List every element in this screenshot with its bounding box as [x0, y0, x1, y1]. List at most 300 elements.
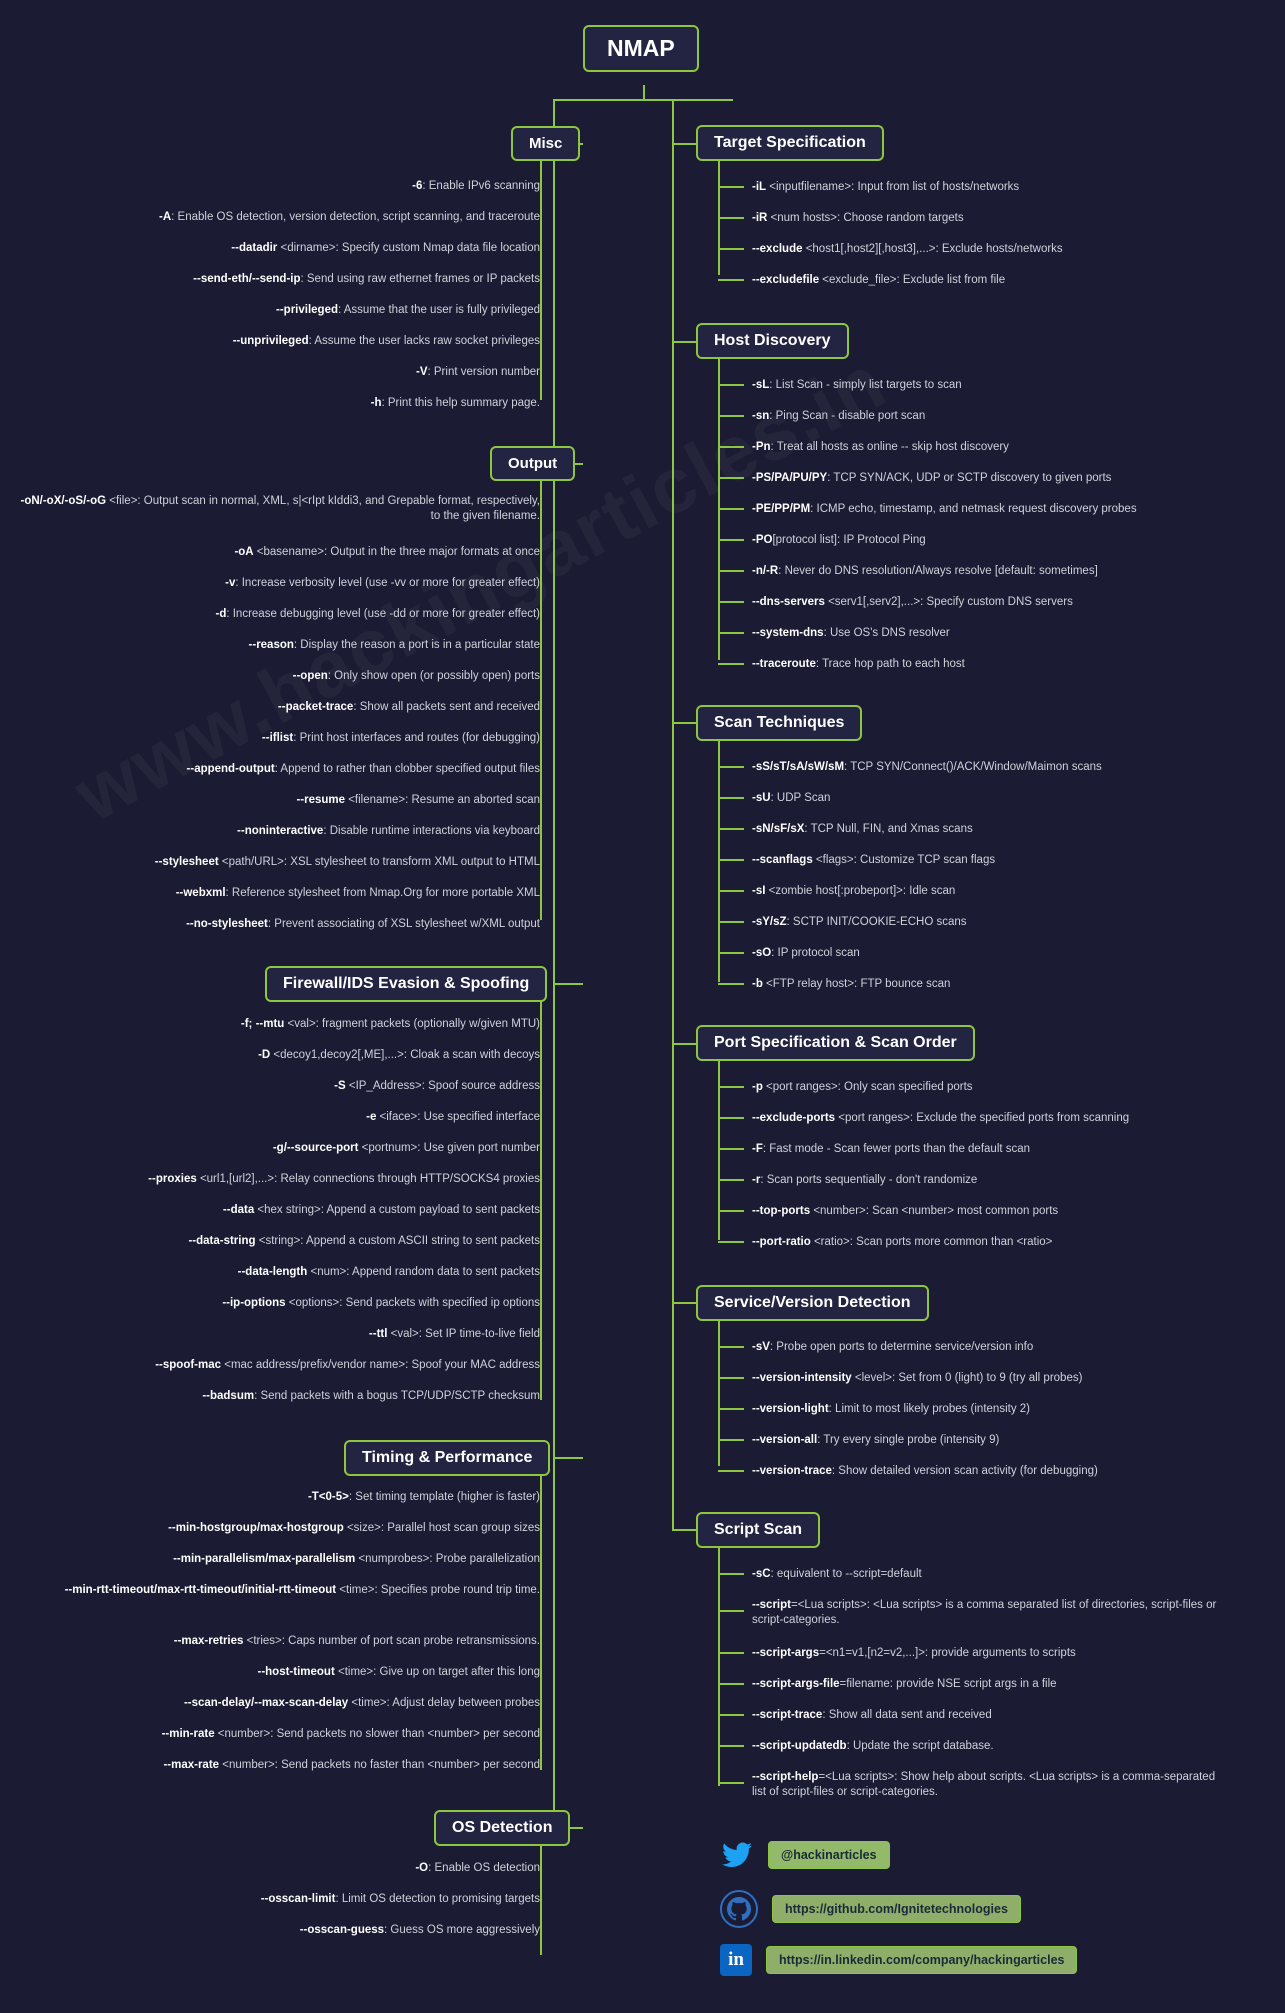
list-item	[752, 791, 830, 806]
list-item	[10, 1172, 540, 1187]
list-item	[752, 1708, 992, 1723]
description: : Limit OS detection to promising targets	[335, 1893, 540, 1905]
option: --version-all	[752, 1434, 818, 1446]
list-item	[752, 822, 973, 837]
connector	[540, 1845, 542, 1955]
description: : Never do DNS resolution/Always resolve [default: sometimes]	[778, 565, 1098, 577]
option: --proxies	[148, 1173, 197, 1185]
description: <time>: Adjust delay between probes	[348, 1697, 540, 1709]
description: : Append to rather than clobber specified output files	[274, 763, 540, 775]
list-item	[10, 762, 540, 777]
node-os-detection-label: OS Detection	[452, 1819, 553, 1836]
connector	[672, 99, 674, 1529]
connector	[718, 1148, 744, 1150]
description: : Enable OS detection, version detection, script scanning, and traceroute	[171, 211, 540, 223]
option: --script-help	[752, 1771, 819, 1783]
option: --traceroute	[752, 658, 816, 670]
connector	[540, 160, 542, 400]
option: --script-args	[752, 1647, 820, 1659]
description: : Ping Scan - disable port scan	[769, 410, 926, 422]
list-item	[10, 700, 540, 715]
description: : Increase debugging level (use -dd or more for greater effect)	[226, 608, 540, 620]
list-item	[752, 502, 1137, 517]
list-item	[752, 1739, 994, 1754]
description: : Show all packets sent and received	[353, 701, 540, 713]
list-item	[10, 731, 540, 746]
list-item	[752, 211, 964, 226]
description: <portnum>: Use given port number	[358, 1142, 540, 1154]
option: --version-trace	[752, 1465, 832, 1477]
list-item	[752, 595, 1073, 610]
list-item	[10, 494, 540, 525]
option: -sN/sF/sX	[752, 823, 805, 835]
connector	[718, 952, 744, 954]
option: -sC	[752, 1568, 771, 1580]
option: --osscan-limit	[260, 1893, 336, 1905]
description: : Prevent associating of XSL stylesheet w/XML output	[267, 918, 540, 930]
description: : Print host interfaces and routes (for debugging)	[293, 732, 540, 744]
description: <port ranges>: Exclude the specified ports from scanning	[835, 1112, 1130, 1124]
description: : Update the script database.	[846, 1740, 994, 1752]
description: <flags>: Customize TCP scan flags	[812, 854, 996, 866]
option: --max-rate	[163, 1759, 220, 1771]
option: -sS/sT/sA/sW/sM	[752, 761, 845, 773]
connector	[718, 1652, 744, 1654]
connector	[718, 1782, 744, 1784]
list-item	[10, 1141, 540, 1156]
connector	[672, 1302, 696, 1304]
option: -d	[215, 608, 227, 620]
connector	[718, 415, 744, 417]
description: : equivalent to --script=default	[770, 1568, 922, 1580]
connector	[718, 663, 744, 665]
description: : Use OS's DNS resolver	[823, 627, 950, 639]
option: -sn	[752, 410, 770, 422]
option: --resume	[296, 794, 346, 806]
list-item	[752, 1402, 1030, 1417]
option: --data	[222, 1204, 255, 1216]
connector	[718, 508, 744, 510]
list-item	[752, 1433, 999, 1448]
option: -e	[366, 1111, 377, 1123]
description: =<Lua scripts>: <Lua scripts> is a comma separated list of directories, script-files or script-categories.	[752, 1599, 1217, 1627]
connector	[718, 446, 744, 448]
connector	[718, 601, 744, 603]
connector	[718, 1683, 744, 1685]
list-item	[10, 179, 540, 194]
root-label: NMAP	[607, 35, 675, 61]
description: : Send packets with a bogus TCP/UDP/SCTP checksum	[254, 1390, 540, 1402]
list-item	[10, 1521, 540, 1536]
description: : Enable IPv6 scanning	[422, 180, 540, 192]
node-port-spec[interactable]	[696, 1025, 975, 1061]
connector	[718, 570, 744, 572]
list-item	[752, 242, 1063, 257]
social-twitter[interactable]	[720, 1838, 890, 1872]
description: <hex string>: Append a custom payload to sent packets	[254, 1204, 540, 1216]
description: <number>: Send packets no faster than <number> per second	[219, 1759, 540, 1771]
description: : SCTP INIT/COOKIE-ECHO scans	[786, 916, 967, 928]
list-item	[10, 334, 540, 349]
node-host-discovery[interactable]	[696, 323, 849, 359]
connector	[672, 1043, 696, 1045]
option: --top-ports	[752, 1205, 811, 1217]
description: <num>: Append random data to sent packets	[307, 1266, 540, 1278]
list-item	[752, 1598, 1232, 1629]
description: <ratio>: Scan ports more common than <ratio>	[810, 1236, 1053, 1248]
connector	[672, 1529, 696, 1531]
connector	[718, 1086, 744, 1088]
option: --send-eth/--send-ip	[193, 273, 301, 285]
connector	[718, 921, 744, 923]
option: --packet-trace	[277, 701, 354, 713]
root-node-nmap[interactable]	[583, 25, 699, 72]
description: =filename: provide NSE script args in a file	[839, 1678, 1057, 1690]
node-scan-techniques[interactable]	[696, 705, 862, 741]
connector	[718, 1377, 744, 1379]
twitter-handle[interactable]: @hackinarticles	[768, 1841, 890, 1869]
description: <mac address/prefix/vendor name>: Spoof your MAC address	[221, 1359, 540, 1371]
option: --unprivileged	[232, 335, 309, 347]
option: -b	[752, 978, 763, 990]
node-target-spec-label: Target Specification	[714, 134, 866, 151]
twitter-icon	[720, 1838, 754, 1872]
connector	[718, 1745, 744, 1747]
node-misc-label: Misc	[529, 135, 563, 152]
list-item	[10, 210, 540, 225]
connector	[672, 341, 696, 343]
connector	[718, 1241, 744, 1243]
github-url[interactable]: https://github.com/Ignitetechnologies	[772, 1895, 1021, 1923]
option: -sO	[752, 947, 772, 959]
option: --script	[752, 1599, 791, 1611]
list-item	[752, 1340, 1033, 1355]
list-item	[10, 396, 540, 411]
description: <number>: Scan <number> most common ports	[810, 1205, 1059, 1217]
list-item	[752, 471, 1111, 486]
option: -v	[225, 577, 236, 589]
option: -O	[415, 1862, 429, 1874]
list-item	[10, 1079, 540, 1094]
connector	[718, 248, 744, 250]
list-item	[752, 884, 955, 899]
description: <iface>: Use specified interface	[376, 1111, 540, 1123]
description: <zombie host[:probeport]>: Idle scan	[765, 885, 956, 897]
connector	[672, 722, 696, 724]
description: <host1[,host2][,host3],...>: Exclude hosts/networks	[802, 243, 1063, 255]
option: --min-rate	[161, 1728, 215, 1740]
list-item	[10, 1358, 540, 1373]
connector	[718, 1548, 720, 1786]
connector	[540, 1470, 542, 1770]
option: --excludefile	[752, 274, 820, 286]
list-item	[752, 1080, 973, 1095]
connector	[718, 766, 744, 768]
option: --open	[292, 670, 328, 682]
list-item	[10, 272, 540, 287]
option: -g/--source-port	[272, 1142, 359, 1154]
list-item	[10, 1234, 540, 1249]
list-item	[752, 853, 995, 868]
list-item	[10, 1389, 540, 1404]
option: --privileged	[276, 304, 338, 316]
connector	[540, 480, 542, 920]
list-item	[10, 1327, 540, 1342]
option: --version-light	[752, 1403, 829, 1415]
description: : Trace hop path to each host	[815, 658, 965, 670]
connector	[718, 1320, 720, 1466]
option: -S	[334, 1080, 346, 1092]
connector	[718, 890, 744, 892]
linkedin-url[interactable]: https://in.linkedin.com/company/hackingarticles	[766, 1946, 1077, 1974]
list-item	[752, 946, 860, 961]
description: <size>: Parallel host scan group sizes	[343, 1522, 540, 1534]
option: --script-updatedb	[752, 1740, 847, 1752]
description: : UDP Scan	[770, 792, 831, 804]
list-item	[752, 1235, 1052, 1250]
option: -PE/PP/PM	[752, 503, 811, 515]
option: --reason	[248, 639, 294, 651]
option: --exclude-ports	[752, 1112, 836, 1124]
social-linkedin[interactable]	[720, 1944, 1077, 1976]
option: --noninteractive	[237, 825, 324, 837]
description: : Increase verbosity level (use -vv or more for greater effect)	[235, 577, 540, 589]
connector	[718, 632, 744, 634]
list-item	[10, 241, 540, 256]
description: [protocol list]: IP Protocol Ping	[772, 534, 926, 546]
connector	[718, 279, 744, 281]
option: -PS/PA/PU/PY	[752, 472, 828, 484]
option: -T<0-5>	[307, 1491, 349, 1503]
description: <level>: Set from 0 (light) to 9 (try all probes)	[851, 1372, 1083, 1384]
option: --data-string	[188, 1235, 256, 1247]
node-service-detection-label: Service/Version Detection	[714, 1294, 911, 1311]
list-item	[10, 303, 540, 318]
option: --stylesheet	[154, 856, 219, 868]
description: <val>: fragment packets (optionally w/given MTU)	[284, 1018, 540, 1030]
option: --port-ratio	[752, 1236, 811, 1248]
description: : Treat all hosts as online -- skip host discovery	[770, 441, 1009, 453]
list-item	[10, 855, 540, 870]
option: --osscan-guess	[299, 1924, 385, 1936]
connector	[672, 143, 696, 145]
description: <url1,[url2],...>: Relay connections through HTTP/SOCKS4 proxies	[196, 1173, 540, 1185]
option: --datadir	[231, 242, 278, 254]
list-item	[10, 1048, 540, 1063]
connector	[540, 1000, 542, 1400]
option: -sY/sZ	[752, 916, 787, 928]
node-timing-label: Timing & Performance	[362, 1449, 533, 1466]
list-item	[752, 1770, 1232, 1801]
option: --data-length	[237, 1266, 308, 1278]
list-item	[10, 1583, 540, 1598]
description: : ICMP echo, timestamp, and netmask request discovery probes	[810, 503, 1137, 515]
node-service-detection[interactable]	[696, 1285, 929, 1321]
social-github[interactable]	[720, 1890, 1021, 1928]
option: -Pn	[752, 441, 771, 453]
description: <num hosts>: Choose random targets	[767, 212, 964, 224]
option: -sV	[752, 1341, 770, 1353]
list-item	[10, 1696, 540, 1711]
description: : Enable OS detection	[428, 1862, 540, 1874]
option: --dns-servers	[752, 596, 825, 608]
connector	[553, 99, 733, 101]
connector	[718, 1439, 744, 1441]
description: : TCP SYN/Connect()/ACK/Window/Maimon scans	[844, 761, 1102, 773]
list-item	[752, 1142, 1030, 1157]
option: --spoof-mac	[155, 1359, 222, 1371]
description: : TCP SYN/ACK, UDP or SCTP discovery to given ports	[827, 472, 1112, 484]
node-timing[interactable]	[344, 1440, 550, 1476]
list-item	[752, 273, 1005, 288]
option: --ttl	[368, 1328, 388, 1340]
option: --script-args-file	[752, 1678, 840, 1690]
connector	[718, 186, 744, 188]
node-script-scan-label: Script Scan	[714, 1521, 803, 1538]
connector	[718, 1714, 744, 1716]
option: -PO	[752, 534, 773, 546]
description: <dirname>: Specify custom Nmap data file location	[277, 242, 540, 254]
description: : Assume the user lacks raw socket privileges	[308, 335, 540, 347]
list-item	[10, 1727, 540, 1742]
node-firewall[interactable]	[265, 966, 547, 1002]
list-item	[752, 657, 965, 672]
option: --webxml	[175, 887, 226, 899]
list-item	[752, 1677, 1057, 1692]
node-output[interactable]	[490, 446, 575, 481]
description: : Set timing template (higher is faster)	[348, 1491, 540, 1503]
description: : Guess OS more aggressively	[384, 1924, 540, 1936]
node-scan-techniques-label: Scan Techniques	[714, 714, 845, 731]
option: -D	[258, 1049, 271, 1061]
list-item	[10, 1923, 540, 1938]
option: --badsum	[202, 1390, 255, 1402]
list-item	[752, 564, 1098, 579]
linkedin-icon: in	[720, 1944, 752, 1976]
description: : Limit to most likely probes (intensity 2)	[828, 1403, 1030, 1415]
list-item	[752, 1371, 1082, 1386]
connector	[718, 1210, 744, 1212]
node-output-label: Output	[508, 455, 558, 472]
description: : Send using raw ethernet frames or IP packets	[300, 273, 540, 285]
list-item	[752, 626, 950, 641]
list-item	[10, 638, 540, 653]
node-script-scan[interactable]	[696, 1512, 820, 1548]
list-item	[10, 607, 540, 622]
connector	[718, 859, 744, 861]
connector	[718, 983, 744, 985]
connector	[718, 217, 744, 219]
description: <time>: Give up on target after this long	[334, 1666, 540, 1678]
description: <inputfilename>: Input from list of hosts/networks	[766, 181, 1020, 193]
connector	[718, 539, 744, 541]
list-item	[752, 1204, 1058, 1219]
description: : Try every single probe (intensity 9)	[817, 1434, 1000, 1446]
option: -iR	[752, 212, 768, 224]
connector	[718, 1610, 744, 1612]
description: : List Scan - simply list targets to scan	[769, 379, 962, 391]
description: <exclude_file>: Exclude list from file	[819, 274, 1006, 286]
option: -r	[752, 1174, 761, 1186]
option: -V	[416, 366, 428, 378]
option: --max-retries	[173, 1635, 244, 1647]
description: : Only show open (or possibly open) ports	[327, 670, 540, 682]
list-item	[752, 409, 925, 424]
connector	[718, 1179, 744, 1181]
list-item	[10, 1110, 540, 1125]
option: --scan-delay/--max-scan-delay	[183, 1697, 349, 1709]
option: --version-intensity	[752, 1372, 852, 1384]
option: --exclude	[752, 243, 803, 255]
github-icon	[720, 1890, 758, 1928]
description: <options>: Send packets with specified ip options	[285, 1297, 540, 1309]
connector	[718, 797, 744, 799]
option: --no-stylesheet	[186, 918, 268, 930]
list-item	[752, 1464, 1098, 1479]
description: : TCP Null, FIN, and Xmas scans	[804, 823, 973, 835]
description: <basename>: Output in the three major formats at once	[253, 546, 540, 558]
description: <time>: Specifies probe round trip time.	[336, 1584, 540, 1596]
description: <port ranges>: Only scan specified ports	[762, 1081, 973, 1093]
connector	[553, 983, 583, 985]
connector	[718, 828, 744, 830]
list-item	[10, 669, 540, 684]
option: --min-hostgroup/max-hostgroup	[168, 1522, 344, 1534]
description: <serv1[,serv2],...>: Specify custom DNS servers	[824, 596, 1073, 608]
option: -F	[752, 1143, 763, 1155]
description: <number>: Send packets no slower than <number> per second	[214, 1728, 540, 1740]
connector	[718, 1346, 744, 1348]
list-item	[10, 1296, 540, 1311]
list-item	[10, 1203, 540, 1218]
list-item	[752, 440, 1009, 455]
list-item	[10, 793, 540, 808]
description: : Assume that the user is fully privileged	[338, 304, 540, 316]
option: --append-output	[186, 763, 275, 775]
node-os-detection[interactable]	[434, 1810, 570, 1846]
node-target-spec[interactable]	[696, 125, 884, 161]
description: <filename>: Resume an aborted scan	[345, 794, 540, 806]
description: <file>: Output scan in normal, XML, s|<rIpt kIddi3, and Grepable format, respectively, to the given filename.	[106, 495, 540, 523]
description: : Fast mode - Scan fewer ports than the default scan	[762, 1143, 1031, 1155]
node-misc[interactable]	[511, 126, 580, 161]
option: --min-rtt-timeout/max-rtt-timeout/initial-rtt-timeout	[64, 1584, 337, 1596]
option: -A	[159, 211, 172, 223]
description: =<n1=v1,[n2=v2,...]>: provide arguments to scripts	[819, 1647, 1076, 1659]
connector	[643, 85, 645, 99]
description: <IP_Address>: Spoof source address	[345, 1080, 540, 1092]
description: : Reference stylesheet from Nmap.Org for more portable XML	[225, 887, 540, 899]
option: -h	[370, 397, 382, 409]
connector	[718, 384, 744, 386]
list-item	[10, 1017, 540, 1032]
connector	[718, 1470, 744, 1472]
list-item	[752, 533, 926, 548]
description: : Show detailed version scan activity (for debugging)	[831, 1465, 1098, 1477]
option: -iL	[752, 181, 767, 193]
list-item	[10, 1265, 540, 1280]
option: -oA	[234, 546, 254, 558]
option: -6	[412, 180, 423, 192]
option: -p	[752, 1081, 763, 1093]
option: -oN/-oX/-oS/-oG	[20, 495, 107, 507]
list-item	[752, 1567, 922, 1582]
option: -sU	[752, 792, 771, 804]
list-item	[752, 1173, 977, 1188]
description: : Probe open ports to determine service/version info	[769, 1341, 1034, 1353]
node-port-spec-label: Port Specification & Scan Order	[714, 1034, 957, 1051]
list-item	[752, 977, 950, 992]
